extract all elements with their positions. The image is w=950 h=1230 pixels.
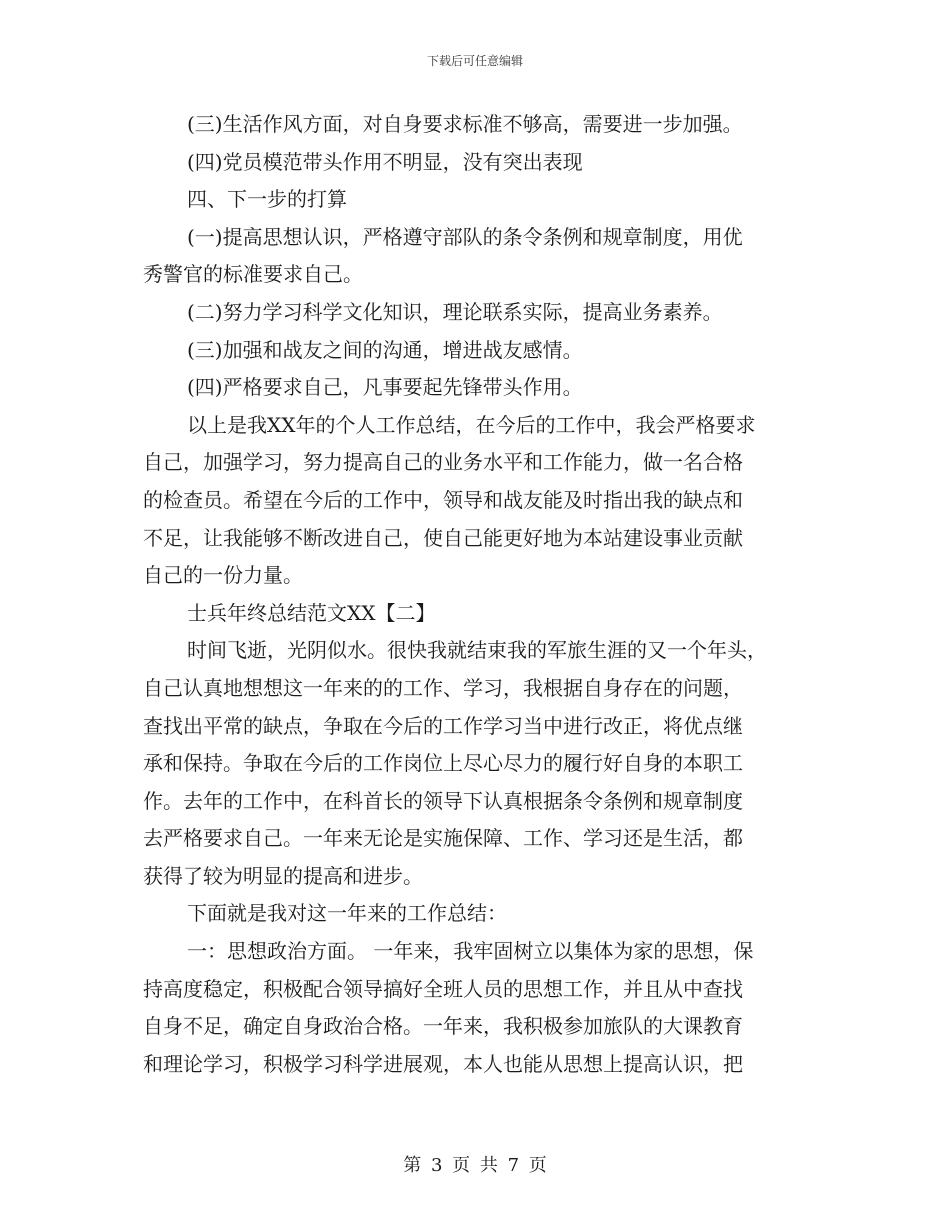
section-heading: 四、下一步的打算 [187,187,347,212]
text-line: 一：思想政治方面。 一年来，我牢固树立以集体为家的思想，保 [187,939,754,964]
text-line: 以上是我XX年的个人工作总结，在今后的工作中，我会严格要求 [187,412,756,437]
text-line: 持高度稳定，积极配合领导搞好全班人员的思想工作，并且从中查找 [143,976,743,1001]
text-line: (四)党员模范带头作用不明显，没有突出表现 [187,149,583,174]
text-line: (三)加强和战友之间的沟通，增进战友感情。 [187,337,583,362]
text-line: 的检查员。希望在今后的工作中，领导和战友能及时指出我的缺点和 [143,487,743,512]
text-line: (三)生活作风方面，对自身要求标准不够高，需要进一步加强。 [187,112,743,136]
text-line: 时间飞逝，光阴似水。很快我就结束我的军旅生涯的又一个年头， [187,638,767,663]
document-body [143,106,808,1083]
text-line: 查找出平常的缺点，争取在今后的工作学习当中进行改正，将优点继 [143,713,743,738]
text-line: (四)严格要求自己，凡事要起先锋带头作用。 [187,375,583,400]
text-line: (二)努力学习科学文化知识，理论联系实际，提高业务素养。 [187,299,723,324]
text-line: 去严格要求自己。一年来无论是实施保障、工作、学习还是生活，都 [143,826,743,851]
text-line: 自己的一份力量。 [143,563,303,588]
text-line: 自己认真地想想这一年来的的工作、学习，我根据自身存在的问题， [143,675,743,700]
text-line: 作。去年的工作中，在科首长的领导下认真根据条令条例和规章制度 [143,788,743,813]
text-line: 承和保持。争取在今后的工作岗位上尽心尽力的履行好自身的本职工 [143,751,743,776]
section-heading: 士兵年终总结范文XX【二】 [187,600,436,625]
page-number: 第 3 页 共 7 页 [403,1155,547,1176]
text-line: 下面就是我对这一年来的工作总结： [187,901,507,926]
text-line: 秀警官的标准要求自己。 [143,262,363,287]
text-line: 和理论学习，积极学习科学进展观，本人也能从思想上提高认识，把 [143,1051,743,1076]
text-line: 获得了较为明显的提高和进步。 [143,863,423,888]
text-line: (一)提高思想认识，严格遵守部队的条令条例和规章制度，用优 [187,224,743,249]
text-line: 自己，加强学习，努力提高自己的业务水平和工作能力，做一名合格 [143,450,743,475]
page-header: 下载后可任意编辑 [426,54,523,68]
text-line: 自身不足，确定自身政治合格。一年来，我积极参加旅队的大课教育 [143,1014,743,1039]
text-line: 不足，让我能够不断改进自己，使自己能更好地为本站建设事业贡献 [143,525,743,550]
